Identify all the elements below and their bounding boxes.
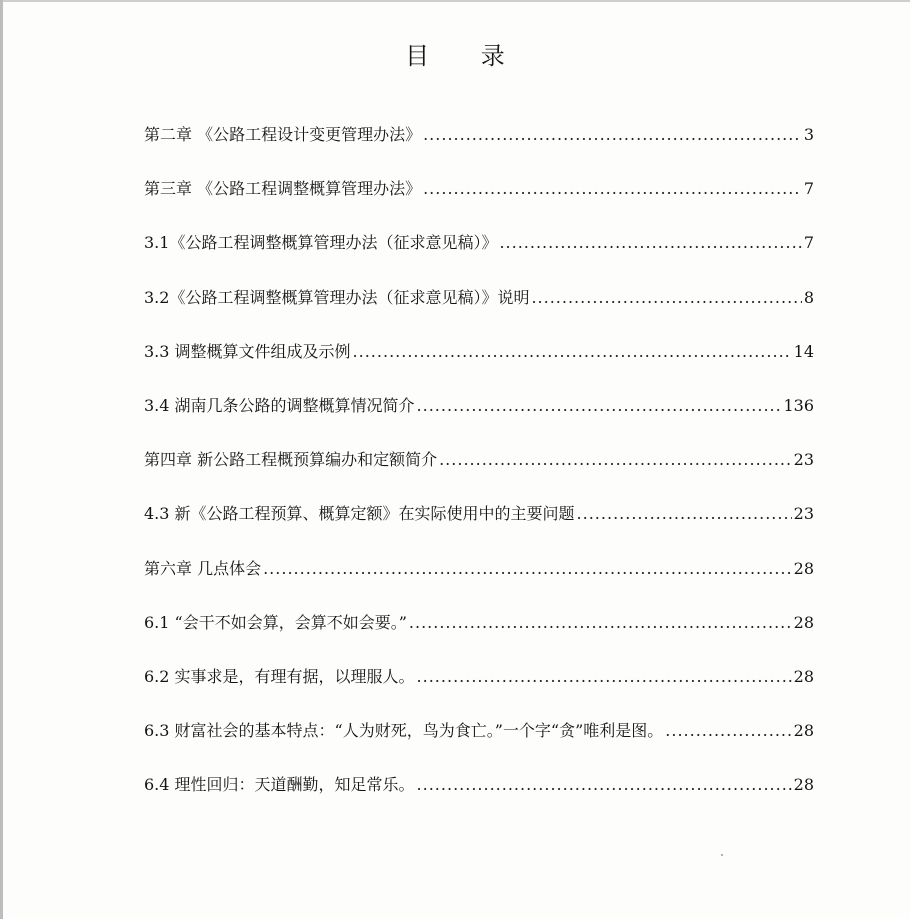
toc-entry-label: 3.4 湖南几条公路的调整概算情况简介 (144, 395, 415, 415)
toc-dot-leader (665, 721, 791, 740)
toc-entry-3-4 (144, 393, 814, 447)
toc-entry-ch2 (144, 122, 814, 176)
toc-entry-6-4 (144, 772, 814, 826)
toc-entry-3-1 (144, 230, 814, 284)
toc-entry-page: 23 (793, 450, 814, 470)
toc-entry-ch6 (144, 556, 814, 610)
toc-entry-page: 7 (803, 233, 814, 253)
toc-entry-6-3 (144, 718, 814, 772)
toc-dot-leader (423, 179, 802, 198)
toc-entry-label: 第三章 《公路工程调整概算管理办法》 (144, 179, 422, 199)
toc-dot-leader (417, 775, 792, 794)
toc-entry-label: 第四章 新公路工程概预算编办和定额简介 (144, 450, 438, 470)
toc-entry-label: 6.1 “会干不如会算，会算不如会要。” (144, 612, 407, 632)
toc-dot-leader (417, 396, 782, 415)
toc-entry-page: 8 (803, 287, 814, 307)
toc-entry-3-3 (144, 339, 814, 393)
toc-entry-page: 7 (803, 179, 814, 199)
toc-dot-leader (409, 613, 792, 632)
toc-entry-page: 28 (793, 612, 814, 632)
page-title: 目 录 (405, 42, 527, 70)
toc-entry-6-2 (144, 664, 814, 718)
toc-dot-leader (423, 125, 802, 144)
toc-dot-leader (439, 450, 792, 469)
toc-dot-leader (577, 504, 792, 523)
toc-entry-4-3 (144, 501, 814, 555)
toc-entry-page: 28 (793, 558, 814, 578)
toc-entry-6-1 (144, 610, 814, 664)
toc-entry-page: 28 (793, 721, 814, 741)
toc-entry-label: 第六章 几点体会 (144, 558, 262, 578)
scan-top-edge (0, 0, 910, 2)
toc-dot-leader (353, 342, 792, 361)
toc-entry-page: 28 (793, 775, 814, 795)
toc-entry-label: 4.3 新《公路工程预算、概算定额》在实际使用中的主要问题 (144, 504, 575, 524)
toc-entry-label: 3.2《公路工程调整概算管理办法（征求意见稿）》说明 (144, 287, 530, 307)
scan-left-edge (0, 0, 3, 919)
toc-entry-label: 第二章 《公路工程设计变更管理办法》 (144, 125, 422, 144)
table-of-contents (144, 122, 814, 826)
toc-entry-page: 3 (803, 125, 814, 144)
toc-entry-page: 28 (793, 666, 814, 686)
toc-entry-label: 3.3 调整概算文件组成及示例 (144, 341, 351, 361)
toc-dot-leader (263, 559, 792, 578)
toc-entry-page: 14 (793, 341, 814, 361)
toc-dot-leader (499, 233, 801, 252)
toc-entry-label: 6.3 财富社会的基本特点：“人为财死，鸟为食亡。”一个字“贪”唯利是图。 (144, 721, 664, 741)
toc-dot-leader (531, 288, 801, 307)
toc-entry-3-2 (144, 285, 814, 339)
scan-speck (721, 854, 723, 856)
toc-entry-ch4 (144, 447, 814, 501)
toc-entry-label: 6.4 理性回归：天道酬勤，知足常乐。 (144, 775, 415, 795)
toc-entry-label: 6.2 实事求是，有理有据，以理服人。 (144, 666, 415, 686)
toc-entry-ch3 (144, 176, 814, 230)
toc-dot-leader (417, 667, 792, 686)
toc-entry-label: 3.1《公路工程调整概算管理办法（征求意见稿）》 (144, 233, 498, 253)
toc-entry-page: 23 (793, 504, 814, 524)
toc-entry-page: 136 (783, 395, 814, 415)
